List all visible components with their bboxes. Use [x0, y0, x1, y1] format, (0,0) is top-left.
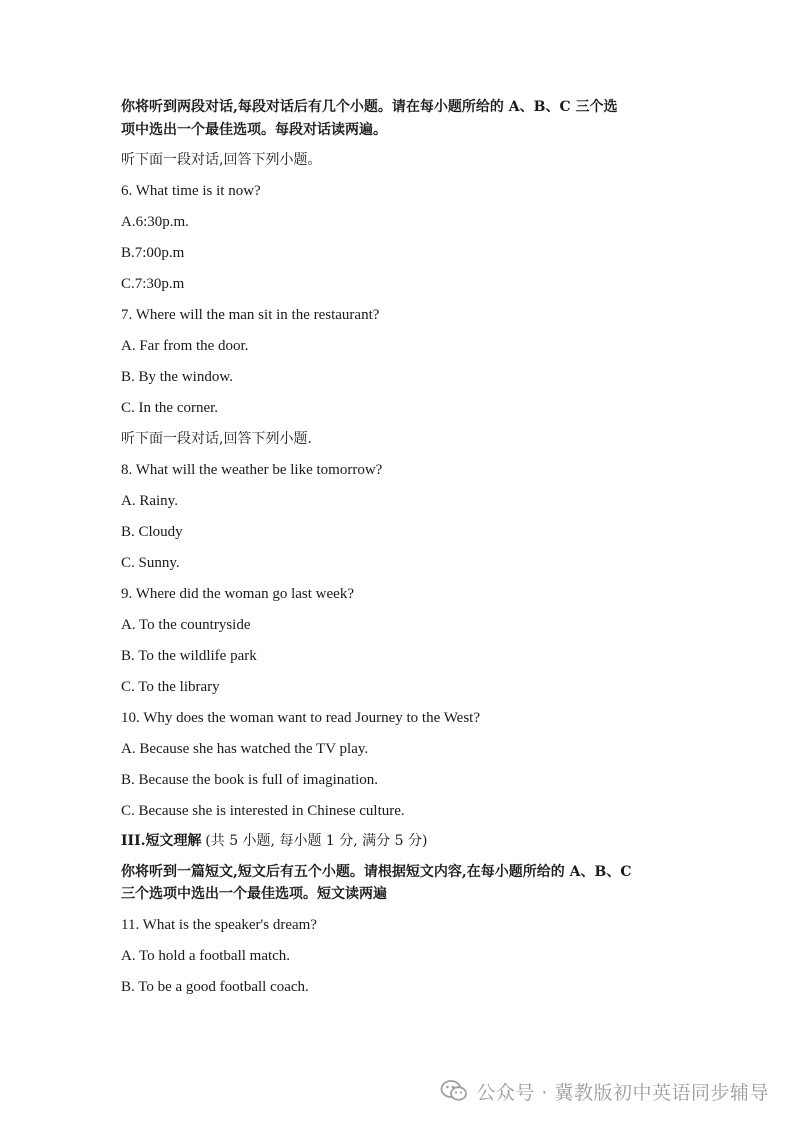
question-8-option-b: B. Cloudy — [121, 524, 183, 540]
question-8-stem: 8. What will the weather be like tomorrow? — [121, 462, 383, 478]
dialog1-intro: 听下面一段对话,回答下列小题。 — [121, 152, 322, 168]
question-6-stem: 6. What time is it now? — [121, 183, 261, 199]
question-10-option-c: C. Because she is interested in Chinese culture. — [121, 803, 405, 819]
question-7-option-a: A. Far from the door. — [121, 338, 249, 354]
question-11-stem: 11. What is the speaker's dream? — [121, 917, 317, 933]
dialog2-intro: 听下面一段对话,回答下列小题. — [121, 431, 312, 447]
question-6-option-c: C.7:30p.m — [121, 276, 185, 292]
question-11-option-b: B. To be a good football coach. — [121, 979, 309, 995]
part3-title: III.短文理解 — [121, 833, 202, 849]
question-7-option-b: B. By the window. — [121, 369, 233, 385]
part3-score-note: (共 5 小题, 每小题 1 分, 满分 5 分) — [205, 833, 428, 849]
question-9-option-c: C. To the library — [121, 679, 220, 695]
part3-instruction-line2: 三个选项中选出一个最佳选项。短文读两遍 — [121, 886, 387, 902]
part3-heading — [121, 831, 427, 851]
question-6-option-a: A.6:30p.m. — [121, 214, 189, 230]
question-11-option-a: A. To hold a football match. — [121, 948, 291, 964]
part3-instruction-line1: 你将听到一篇短文,短文后有五个小题。请根据短文内容,在每小题所给的 A、B、C — [121, 864, 632, 880]
question-9-stem: 9. Where did the woman go last week? — [121, 586, 354, 602]
question-6-option-b: B.7:00p.m — [121, 245, 185, 261]
question-8-option-a: A. Rainy. — [121, 493, 178, 509]
question-10-stem: 10. Why does the woman want to read Journey to the West? — [121, 710, 480, 726]
question-9-option-a: A. To the countryside — [121, 617, 251, 633]
wechat-icon — [440, 1079, 468, 1103]
question-7-stem: 7. Where will the man sit in the restaurant? — [121, 307, 380, 323]
question-9-option-b: B. To the wildlife park — [121, 648, 257, 664]
question-8-option-c: C. Sunny. — [121, 555, 180, 571]
watermark-text: 公众号 · 冀教版初中英语同步辅导 — [476, 1081, 769, 1104]
part2-instruction-line1: 你将听到两段对话,每段对话后有几个小题。请在每小题所给的 A、B、C 三个选 — [121, 99, 618, 115]
question-10-option-a: A. Because she has watched the TV play. — [121, 741, 369, 757]
question-10-option-b: B. Because the book is full of imagination. — [121, 772, 379, 788]
question-7-option-c: C. In the corner. — [121, 400, 219, 416]
watermark — [440, 1076, 769, 1106]
part2-instruction-line2: 项中选出一个最佳选项。每段对话读两遍。 — [121, 122, 387, 138]
